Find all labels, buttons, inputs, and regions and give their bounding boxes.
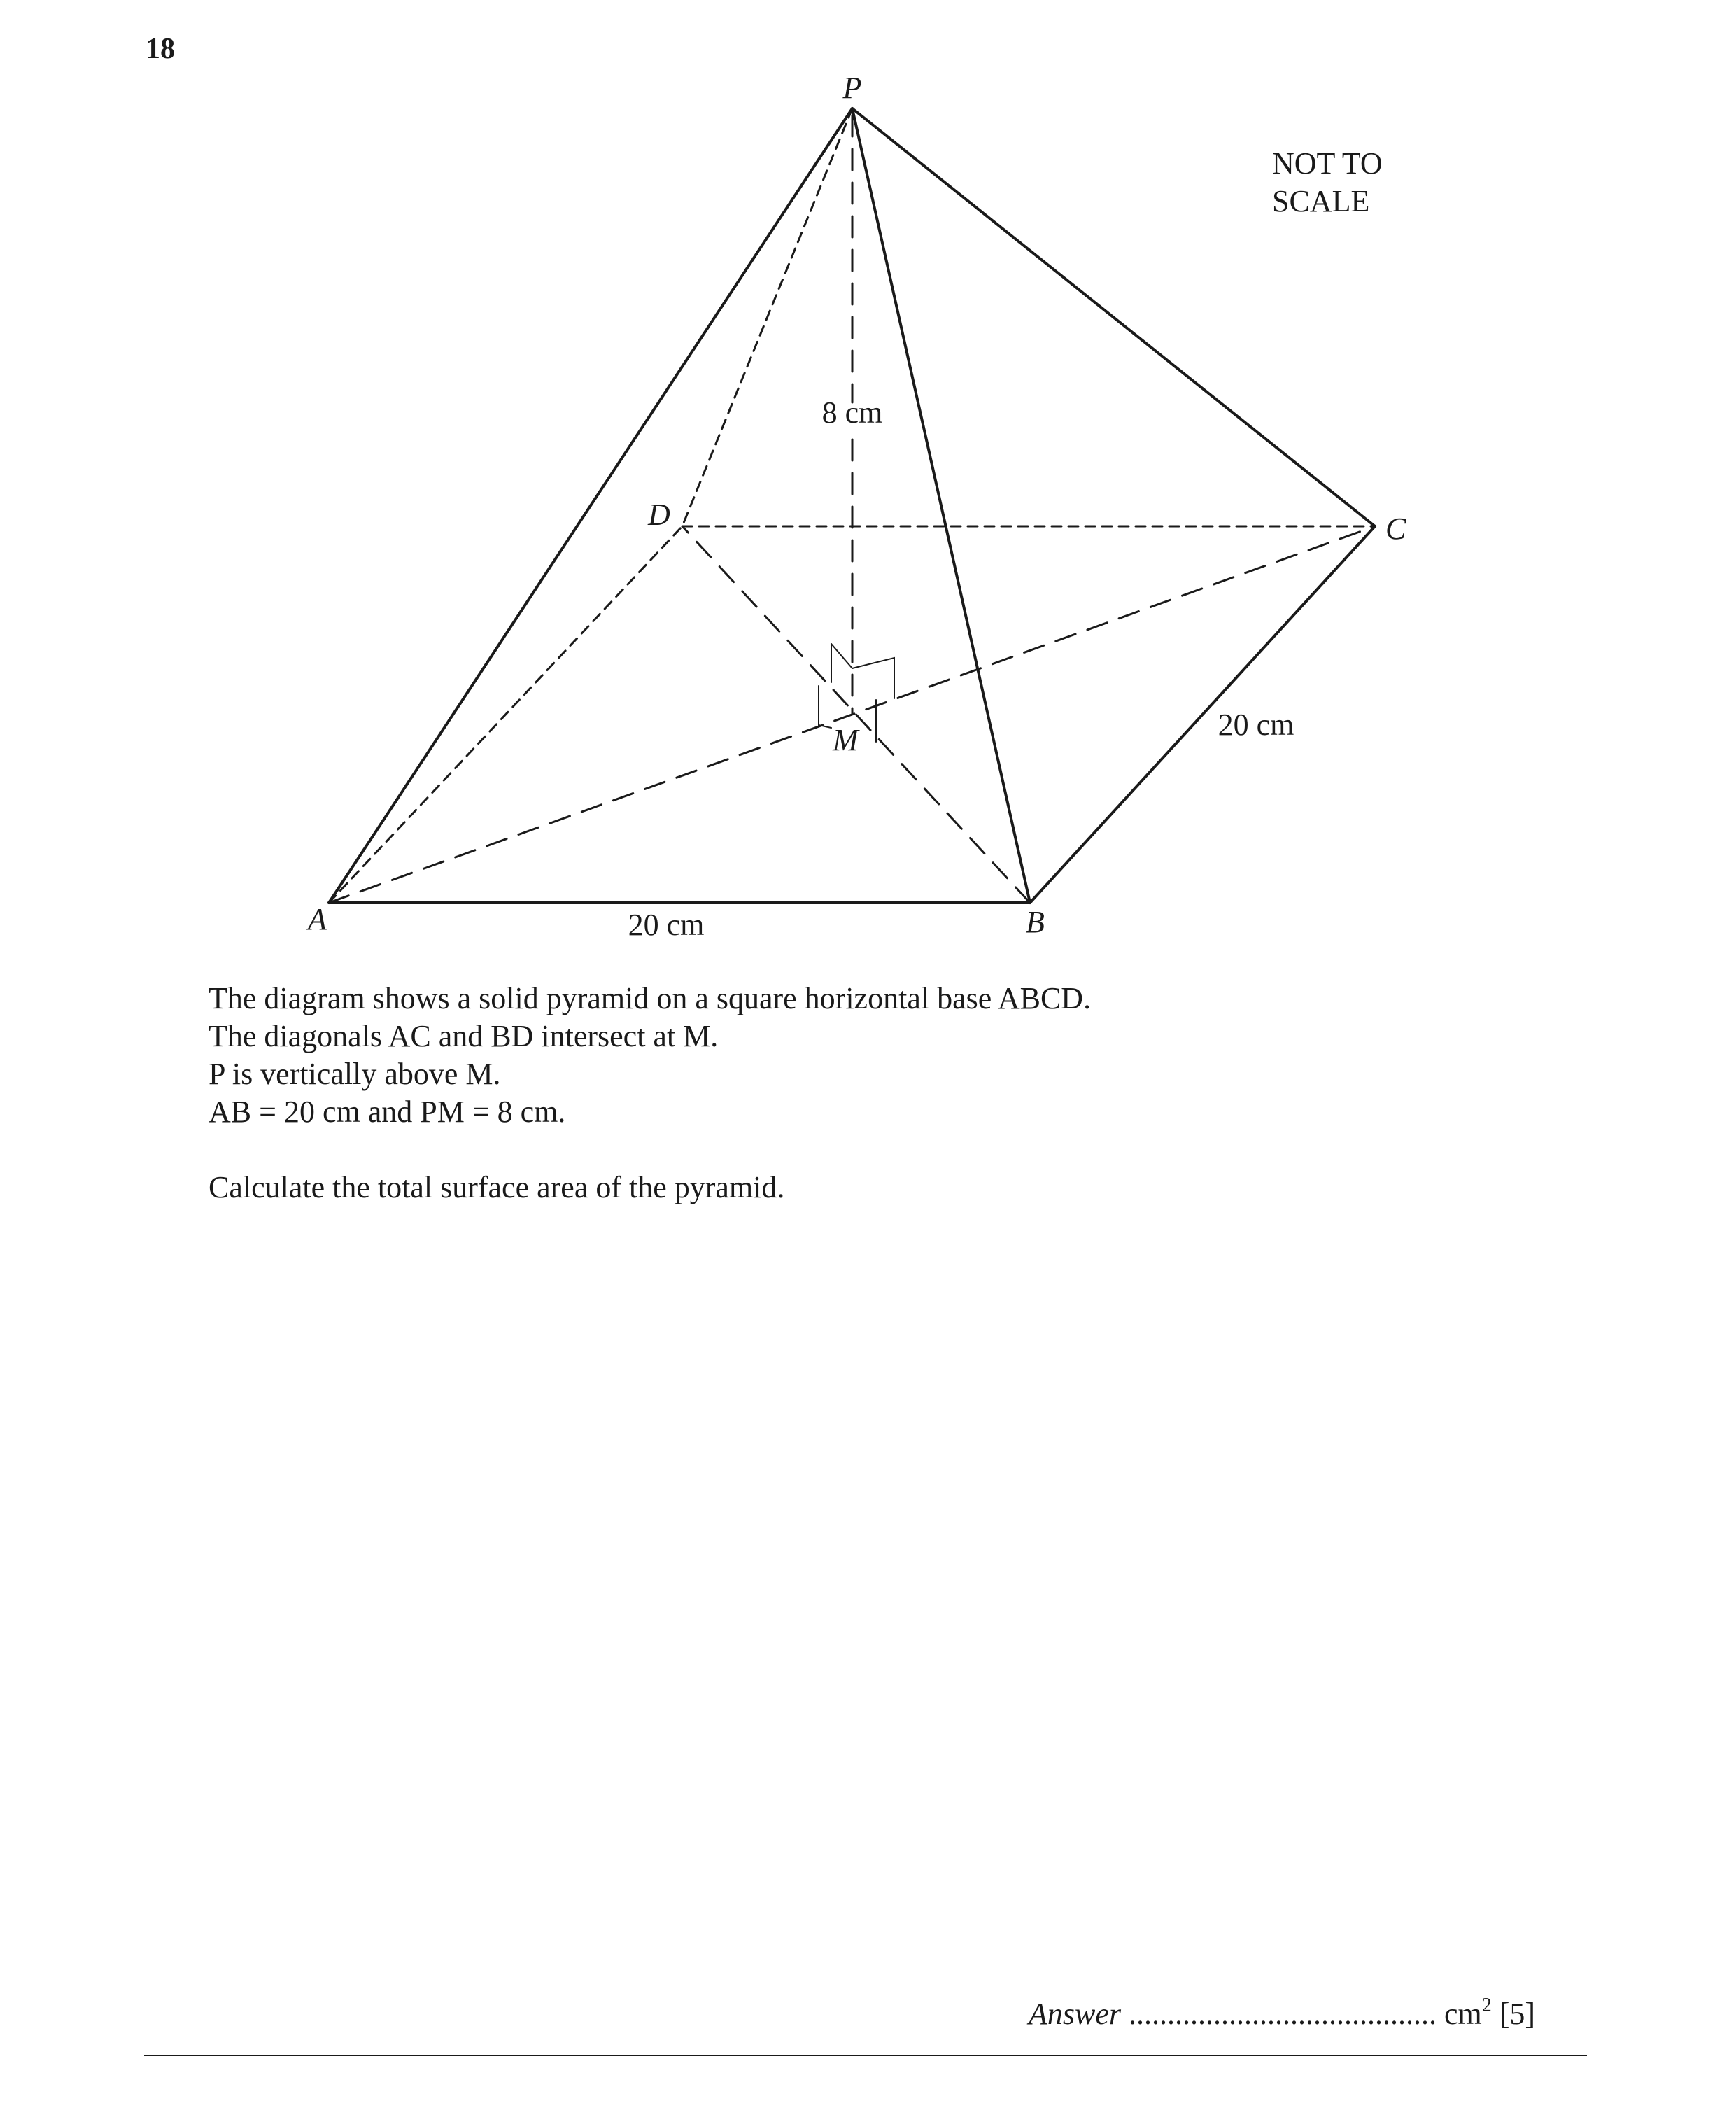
- scale-note-line-1: NOT TO: [1272, 146, 1383, 181]
- edge-bc: [1030, 526, 1375, 903]
- question-instruction: Calculate the total surface area of the pyramid.: [209, 1170, 785, 1204]
- base-bc-measure: 20 cm: [1218, 708, 1294, 742]
- answer-blank[interactable]: ........................................: [1129, 1997, 1437, 2031]
- scale-note-line-2: SCALE: [1272, 184, 1370, 218]
- vertex-label-m: M: [833, 723, 859, 757]
- vertex-label-p: P: [842, 71, 862, 105]
- pyramid-diagram: [0, 0, 1736, 952]
- question-line-2: The diagonals AC and BD intersect at M.: [209, 1019, 719, 1053]
- answer-marks: [5]: [1499, 1997, 1536, 2031]
- edge-pa: [329, 108, 852, 903]
- vertex-label-c: C: [1385, 512, 1406, 546]
- answer-unit-power: 2: [1481, 1995, 1492, 2016]
- base-ab-measure: 20 cm: [628, 908, 705, 942]
- vertex-label-b: B: [1026, 905, 1045, 939]
- vertex-label-a: A: [308, 902, 327, 936]
- question-text: [209, 980, 1091, 1207]
- question-line-4: AB = 20 cm and PM = 8 cm.: [209, 1095, 566, 1129]
- answer-row: [1029, 1996, 1588, 2032]
- vertex-label-d: D: [648, 498, 670, 532]
- question-number: 18: [146, 33, 175, 65]
- edge-pd-hidden: [682, 108, 852, 526]
- answer-label: Answer: [1029, 1997, 1121, 2031]
- bottom-rule: [144, 2055, 1587, 2056]
- question-line-1: The diagram shows a solid pyramid on a square horizontal base ABCD.: [209, 981, 1092, 1015]
- diagonal-bd: [682, 526, 1030, 903]
- question-spacer: [209, 1131, 1091, 1169]
- answer-unit: cm: [1444, 1997, 1482, 2031]
- edge-ad-hidden: [329, 526, 682, 903]
- right-angle-marker-2: [819, 686, 831, 728]
- question-line-3: P is vertically above M.: [209, 1057, 501, 1091]
- right-angle-marker-1: [831, 644, 894, 698]
- height-measure: 8 cm: [821, 395, 883, 430]
